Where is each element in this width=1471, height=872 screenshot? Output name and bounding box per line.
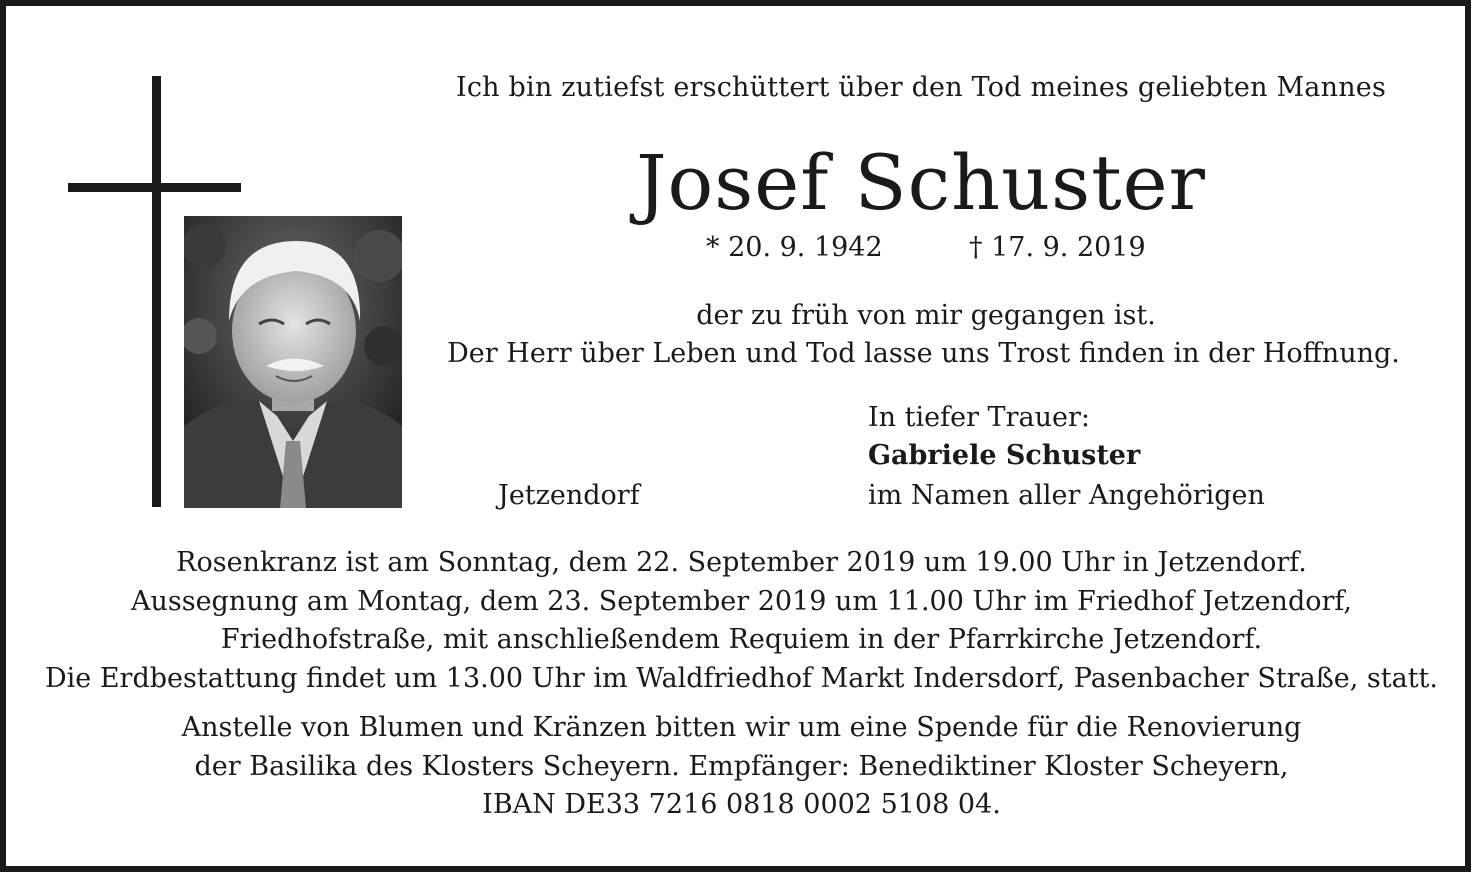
family-line: im Namen aller Angehörigen [868, 480, 1265, 511]
details-line: Friedhofstraße, mit anschließendem Requiem in der Pfarrkirche Jetzendorf. [220, 624, 1263, 655]
birth-date: * 20. 9. 1942 [706, 232, 883, 263]
deceased-name: Josef Schuster [636, 138, 1206, 227]
cross-icon-bar [68, 183, 241, 192]
mourner-name: Gabriele Schuster [868, 440, 1141, 471]
details-line: Rosenkranz ist am Sonntag, dem 22. September 2019 um 19.00 Uhr in Jetzendorf. [176, 547, 1307, 578]
portrait-photo [184, 216, 402, 508]
mourning-label: In tiefer Trauer: [868, 402, 1090, 433]
death-date: † 17. 9. 2019 [969, 232, 1146, 263]
details-line: Die Erdbestattung findet um 13.00 Uhr im Waldfriedhof Markt Indersdorf, Pasenbacher Straße, statt. [44, 662, 1438, 694]
cross-icon [152, 76, 161, 507]
text-line-2: Der Herr über Leben und Tod lasse uns Trost finden in der Hoffnung. [447, 338, 1400, 369]
donation-line: IBAN DE33 7216 0818 0002 5108 04. [482, 789, 1001, 820]
intro-text: Ich bin zutiefst erschüttert über den Tod meines geliebten Mannes [455, 72, 1387, 103]
donation-request [6, 709, 1471, 825]
donation-line: der Basilika des Klosters Scheyern. Empfänger: Benediktiner Kloster Scheyern, [194, 750, 1289, 782]
place-name: Jetzendorf [498, 480, 640, 511]
donation-line: Anstelle von Blumen und Kränzen bitten wir um eine Spende für die Renovierung [181, 712, 1302, 743]
text-line-1: der zu früh von mir gegangen ist. [696, 300, 1156, 331]
funeral-details [6, 544, 1471, 698]
details-line: Aussegnung am Montag, dem 23. September 2019 um 11.00 Uhr im Friedhof Jetzendorf, [130, 585, 1353, 617]
